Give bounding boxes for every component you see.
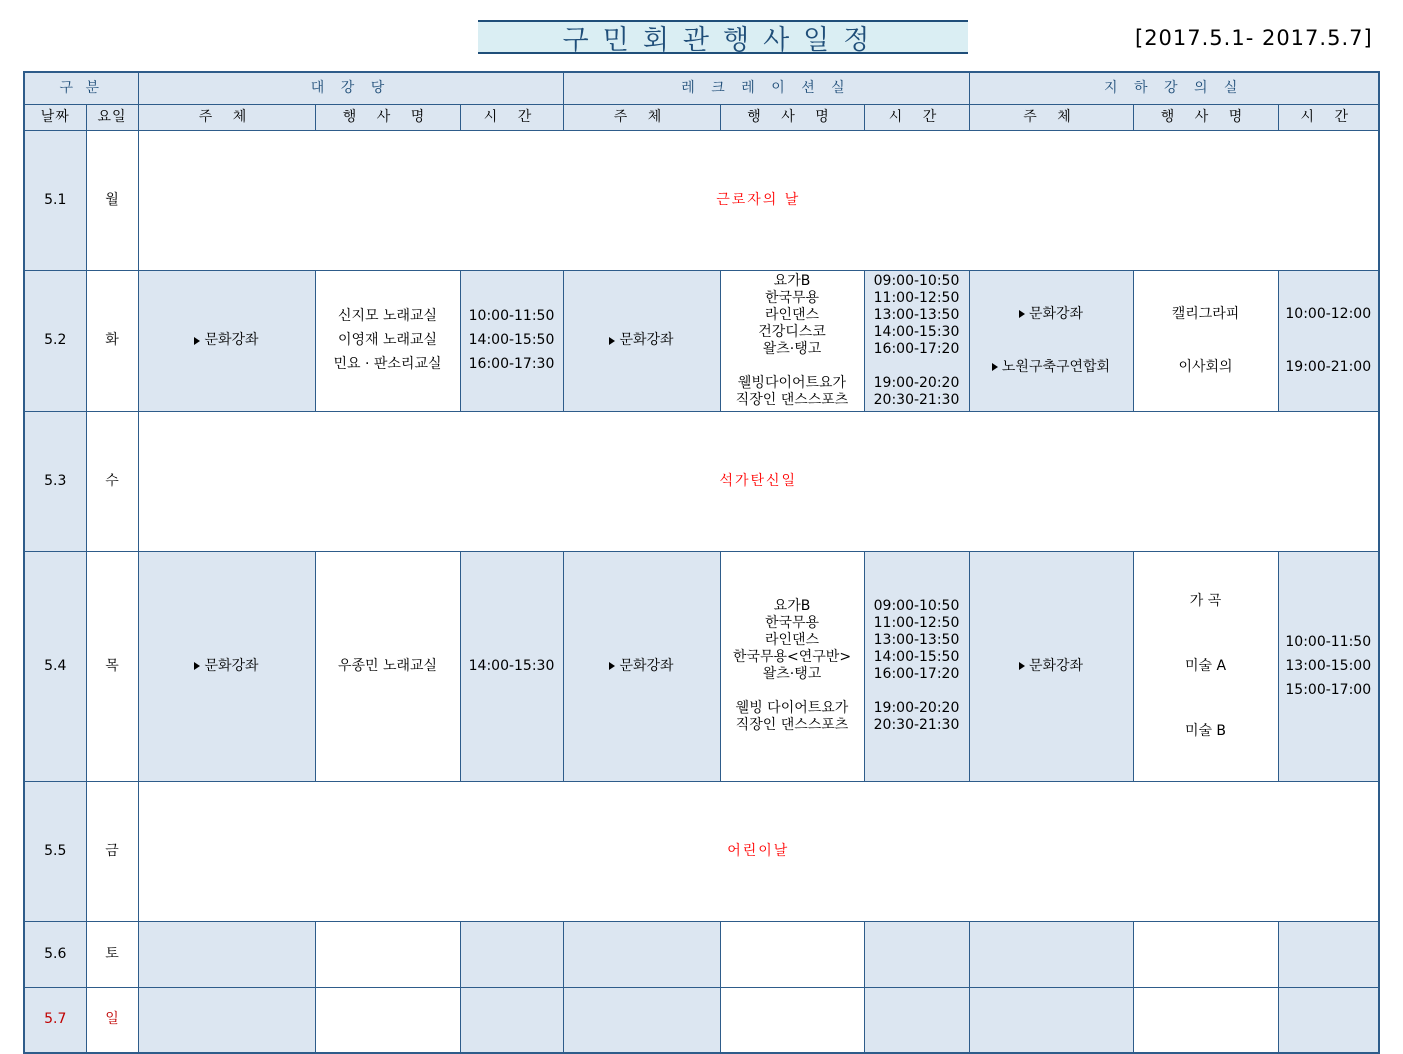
date-header: 날짜	[24, 104, 86, 130]
time-cell: 14:00-15:30	[460, 551, 563, 781]
sponsor-cell: 문화강좌	[138, 551, 315, 781]
event-cell: 캘리그라피 이사회의	[1133, 270, 1278, 411]
table-row	[24, 987, 1379, 1053]
sponsor-cell: 문화강좌	[563, 551, 720, 781]
sponsor-cell: 문화강좌	[969, 551, 1133, 781]
event-header: 행 사 명	[315, 104, 460, 130]
sponsor-header: 주 체	[969, 104, 1133, 130]
sponsor-cell	[969, 921, 1133, 987]
date-range: [2017.5.1- 2017.5.7]	[1135, 26, 1373, 50]
time-header: 시 간	[460, 104, 563, 130]
weekday-header: 요일	[86, 104, 138, 130]
date-cell: 5.3	[24, 411, 86, 551]
bullet-triangle-icon	[194, 662, 200, 670]
event-cell	[1133, 987, 1278, 1053]
weekday-cell: 화	[86, 270, 138, 411]
time-header: 시 간	[864, 104, 969, 130]
event-cell: 가 곡 미술 A 미술 B	[1133, 551, 1278, 781]
weekday-cell: 월	[86, 130, 138, 270]
event-cell: 신지모 노래교실 이영재 노래교실 민요 · 판소리교실	[315, 270, 460, 411]
sponsor-header: 주 체	[138, 104, 315, 130]
table-row	[24, 781, 1379, 921]
time-cell: 09:00-10:50 11:00-12:50 13:00-13:50 14:00-15:30 16:00-17:20 19:00-20:20 20:30-21:30	[864, 270, 969, 411]
date-cell: 5.6	[24, 921, 86, 987]
sponsor-cell	[969, 987, 1133, 1053]
bullet-triangle-icon	[1019, 662, 1025, 670]
sponsor-cell: 문화강좌 노원구축구연합회	[969, 270, 1133, 411]
sponsor-cell: 문화강좌	[563, 270, 720, 411]
time-cell	[460, 921, 563, 987]
bullet-triangle-icon	[194, 337, 200, 345]
bullet-triangle-icon	[1019, 310, 1025, 318]
weekday-cell: 금	[86, 781, 138, 921]
hall-basement-header: 지 하 강 의 실	[969, 72, 1379, 104]
sponsor-cell	[563, 921, 720, 987]
weekday-cell: 수	[86, 411, 138, 551]
date-cell: 5.7	[24, 987, 86, 1053]
weekday-cell: 일	[86, 987, 138, 1053]
weekday-cell: 목	[86, 551, 138, 781]
bullet-triangle-icon	[609, 337, 615, 345]
header-row-halls	[24, 72, 1379, 104]
table-row	[24, 130, 1379, 270]
date-cell: 5.2	[24, 270, 86, 411]
event-cell	[720, 921, 864, 987]
event-cell: 요가B 한국무용 라인댄스 한국무용<연구반> 왈츠·탱고 웰빙 다이어트요가 직장인 댄스스포츠	[720, 551, 864, 781]
time-cell	[460, 987, 563, 1053]
event-header: 행 사 명	[720, 104, 864, 130]
date-cell: 5.5	[24, 781, 86, 921]
time-header: 시 간	[1278, 104, 1379, 130]
event-cell: 우종민 노래교실	[315, 551, 460, 781]
table-row	[24, 270, 1379, 411]
sponsor-cell: 문화강좌	[138, 270, 315, 411]
time-cell	[1278, 921, 1379, 987]
header-row-columns	[24, 104, 1379, 130]
sponsor-cell	[563, 987, 720, 1053]
holiday-banner: 근로자의 날	[138, 130, 1379, 270]
holiday-banner: 어린이날	[138, 781, 1379, 921]
holiday-banner: 석가탄신일	[138, 411, 1379, 551]
page-title: 구민회관행사일정	[478, 20, 968, 54]
time-cell	[1278, 987, 1379, 1053]
sponsor-cell	[138, 987, 315, 1053]
bullet-triangle-icon	[992, 363, 998, 371]
event-cell	[720, 987, 864, 1053]
weekday-cell: 토	[86, 921, 138, 987]
bullet-triangle-icon	[609, 662, 615, 670]
sponsor-header: 주 체	[563, 104, 720, 130]
time-cell: 09:00-10:50 11:00-12:50 13:00-13:50 14:00-15:50 16:00-17:20 19:00-20:20 20:30-21:30	[864, 551, 969, 781]
hall-auditorium-header: 대 강 당	[138, 72, 563, 104]
time-cell	[864, 987, 969, 1053]
table-row	[24, 551, 1379, 781]
table-row	[24, 411, 1379, 551]
time-cell	[864, 921, 969, 987]
event-cell	[1133, 921, 1278, 987]
sponsor-cell	[138, 921, 315, 987]
event-header: 행 사 명	[1133, 104, 1278, 130]
time-cell: 10:00-11:50 14:00-15:50 16:00-17:30	[460, 270, 563, 411]
time-cell: 10:00-12:00 19:00-21:00	[1278, 270, 1379, 411]
schedule-table	[23, 71, 1380, 1054]
event-cell: 요가B 한국무용 라인댄스 건강디스코 왈츠·탱고 웰빙다이어트요가 직장인 댄스스포츠	[720, 270, 864, 411]
event-cell	[315, 921, 460, 987]
category-header: 구 분	[24, 72, 138, 104]
event-cell	[315, 987, 460, 1053]
time-cell: 10:00-11:50 13:00-15:00 15:00-17:00	[1278, 551, 1379, 781]
hall-recreation-header: 레 크 레 이 션 실	[563, 72, 969, 104]
date-cell: 5.1	[24, 130, 86, 270]
table-row	[24, 921, 1379, 987]
date-cell: 5.4	[24, 551, 86, 781]
